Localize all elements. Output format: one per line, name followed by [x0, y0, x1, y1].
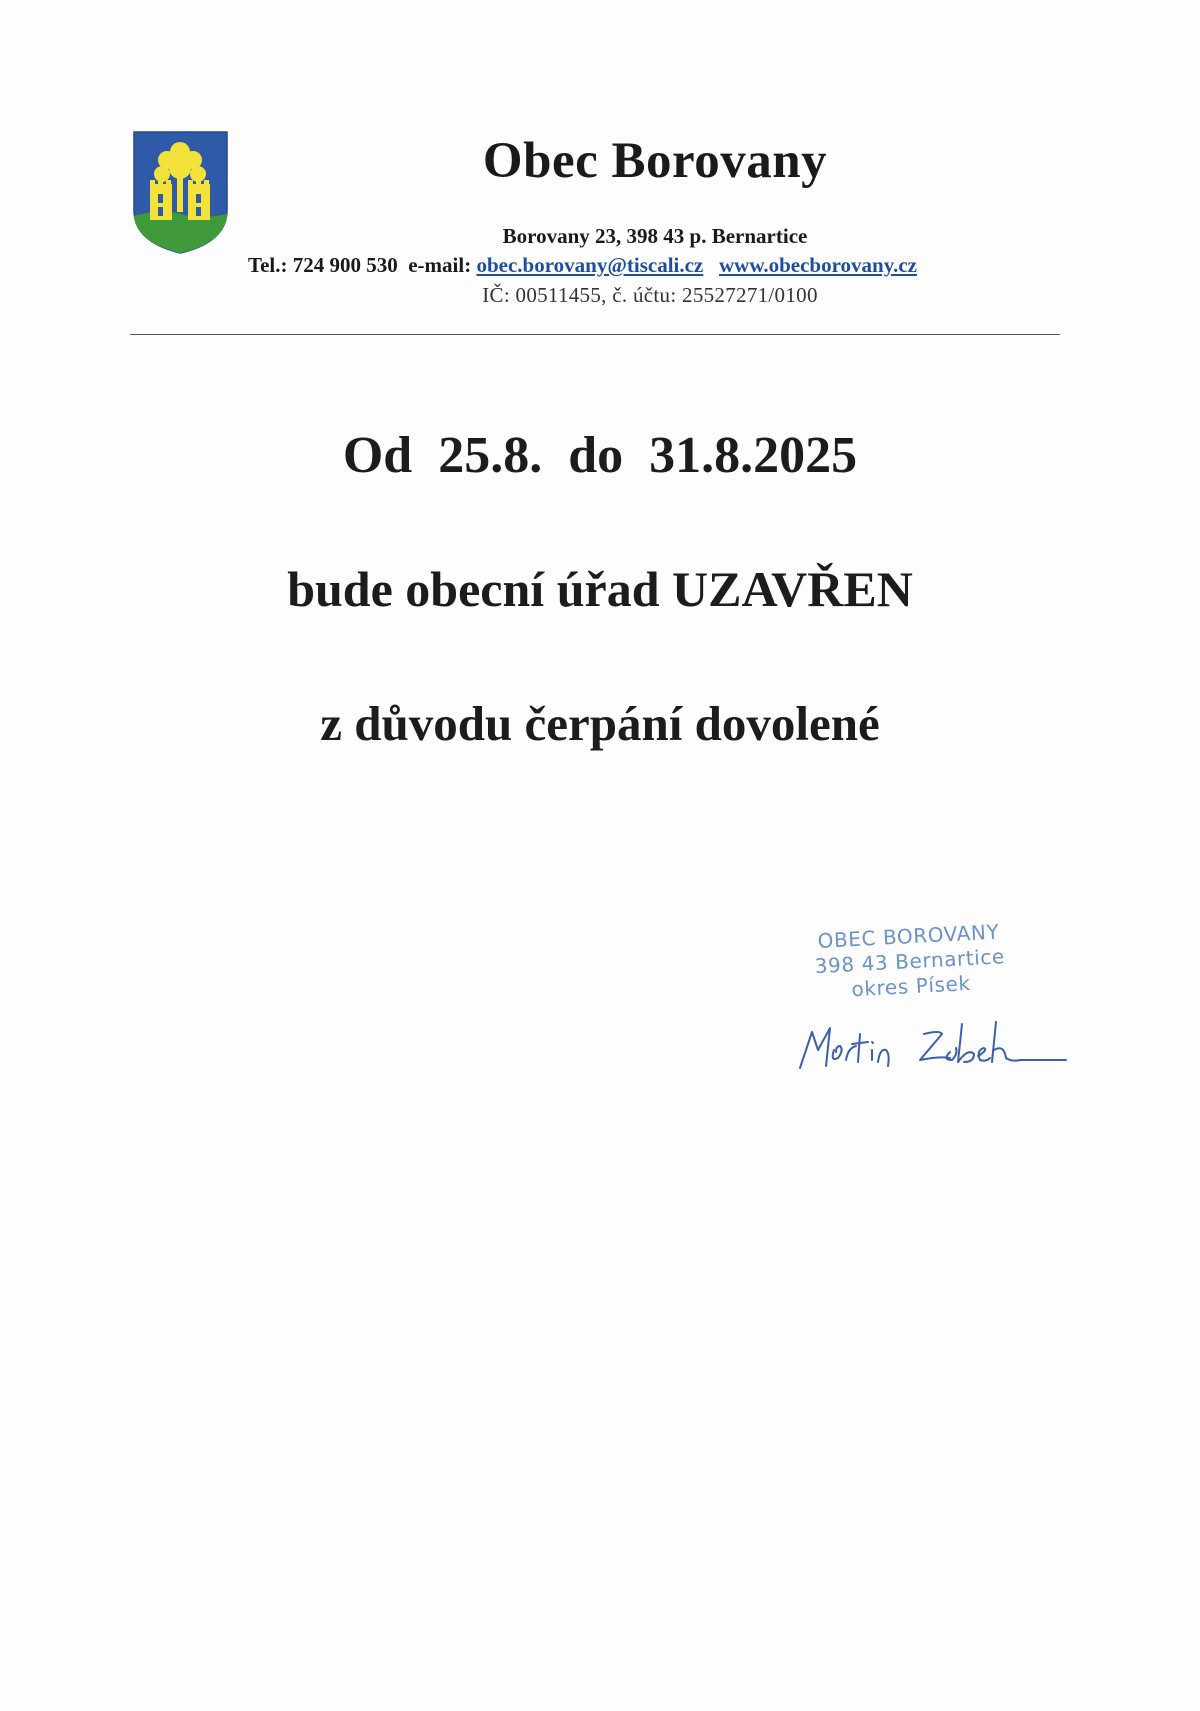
email-link[interactable]: obec.borovany@tiscali.cz — [476, 253, 704, 277]
stamp-line-name: OBEC BOROVANY — [817, 919, 1000, 953]
handwritten-signature — [790, 1010, 1070, 1080]
municipality-title: Obec Borovany — [482, 133, 828, 189]
phone-text: Tel.: 724 900 530 — [248, 253, 398, 277]
header-divider — [130, 334, 1060, 335]
closure-reason: z důvodu čerpání dovolené — [320, 696, 880, 751]
email-label: e-mail: — [408, 253, 472, 277]
closure-dates: Od 25.8. do 31.8.2025 — [342, 427, 858, 484]
closure-statement: bude obecní úřad UZAVŘEN — [287, 561, 913, 617]
website-link[interactable]: www.obecborovany.cz — [719, 253, 917, 277]
stamp-line-address: 398 43 Bernartice — [814, 944, 1006, 979]
address-line: Borovany 23, 398 43 p. Bernartice — [502, 224, 808, 248]
registration-ids: IČ: 00511455, č. účtu: 25527271/0100 — [482, 283, 818, 307]
contact-line — [248, 253, 917, 278]
official-stamp — [798, 918, 1022, 1004]
stamp-line-district: okres Písek — [850, 971, 972, 1002]
